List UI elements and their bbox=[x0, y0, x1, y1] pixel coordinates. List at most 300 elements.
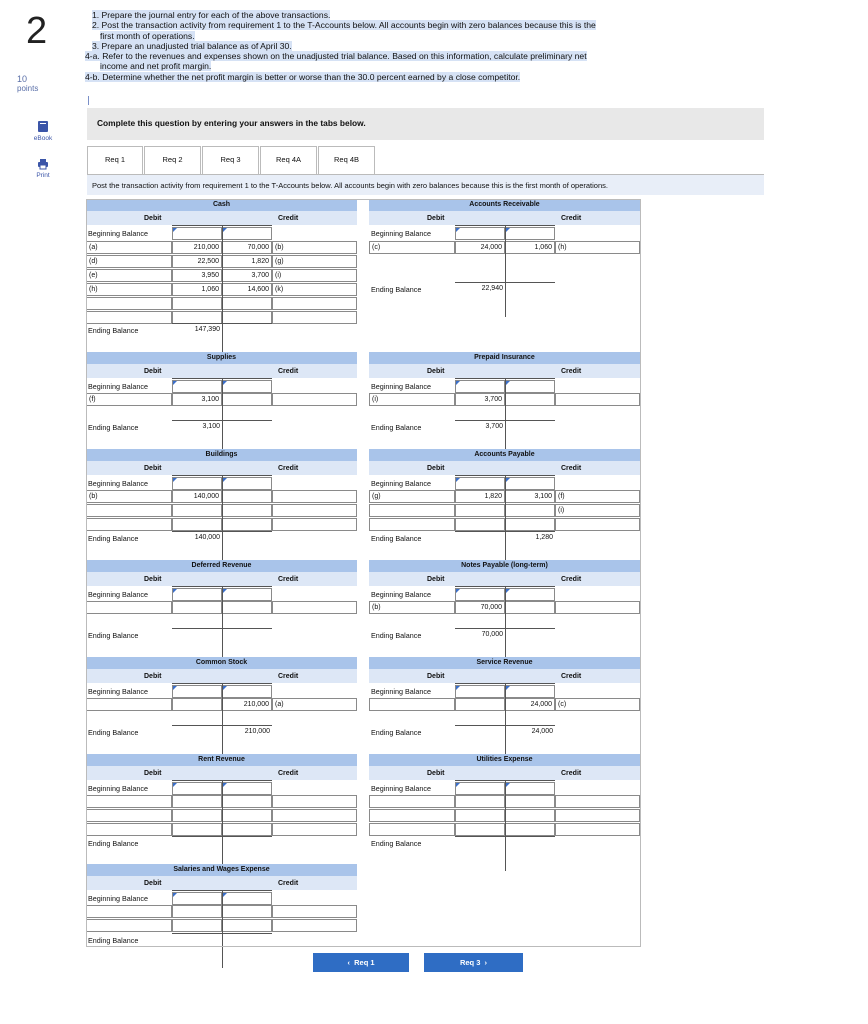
beginning-debit-input[interactable] bbox=[455, 588, 505, 601]
ending-rule bbox=[172, 531, 272, 532]
debit-ref-input[interactable]: (f) bbox=[86, 393, 172, 406]
credit-amount-input[interactable] bbox=[505, 823, 555, 836]
t-vertical-line bbox=[505, 475, 506, 566]
instruction-2-cont: first month of operations. bbox=[100, 30, 195, 41]
credit-amount-input[interactable] bbox=[222, 393, 272, 406]
beginning-balance-label: Beginning Balance bbox=[371, 687, 431, 696]
credit-amount-input[interactable] bbox=[505, 504, 555, 517]
ending-credit-value bbox=[505, 837, 555, 850]
points-value: 10 bbox=[17, 74, 28, 84]
complete-prompt-box bbox=[87, 108, 764, 140]
debit-header: Debit bbox=[427, 465, 445, 472]
t-account-common bbox=[86, 657, 357, 740]
beginning-balance-label: Beginning Balance bbox=[88, 382, 148, 391]
debit-ref-input[interactable] bbox=[86, 504, 172, 517]
instruction-4a-cont: income and net profit margin. bbox=[100, 61, 212, 72]
beginning-credit-input[interactable] bbox=[222, 588, 272, 601]
header-band bbox=[86, 766, 357, 780]
ending-debit-value: 3,100 bbox=[202, 423, 220, 430]
credit-amount-input[interactable] bbox=[505, 393, 555, 406]
beginning-credit-input[interactable] bbox=[222, 227, 272, 240]
credit-ref-input[interactable] bbox=[272, 809, 357, 822]
header-band bbox=[86, 876, 357, 890]
beginning-credit-input[interactable] bbox=[505, 685, 555, 698]
ending-rule bbox=[172, 420, 272, 421]
t-account-cash bbox=[86, 199, 357, 338]
debit-ref-input[interactable] bbox=[369, 518, 455, 531]
debit-amount-input[interactable] bbox=[455, 504, 505, 517]
beginning-balance-label: Beginning Balance bbox=[88, 894, 148, 903]
debit-header: Debit bbox=[427, 368, 445, 375]
credit-ref-input[interactable]: (i) bbox=[555, 504, 640, 517]
debit-amount-input[interactable]: 24,000 bbox=[455, 241, 505, 254]
debit-amount-input[interactable] bbox=[172, 823, 222, 836]
beginning-credit-input[interactable] bbox=[222, 685, 272, 698]
beginning-balance-label: Beginning Balance bbox=[371, 229, 431, 238]
account-title: Prepaid Insurance bbox=[369, 352, 640, 364]
beginning-balance-label: Beginning Balance bbox=[88, 479, 148, 488]
input-marker bbox=[456, 381, 460, 385]
credit-ref-input[interactable] bbox=[555, 795, 640, 808]
ending-balance-label: Ending Balance bbox=[88, 936, 139, 945]
debit-ref-input[interactable] bbox=[86, 809, 172, 822]
credit-amount-input[interactable]: 70,000 bbox=[222, 241, 272, 254]
credit-ref-input[interactable] bbox=[555, 809, 640, 822]
input-marker bbox=[506, 686, 510, 690]
debit-ref-input[interactable] bbox=[86, 311, 172, 324]
prev-req-label: Req 1 bbox=[354, 958, 375, 967]
input-marker bbox=[173, 381, 177, 385]
points-info bbox=[17, 75, 38, 93]
credit-ref-input[interactable] bbox=[555, 823, 640, 836]
debit-amount-input[interactable] bbox=[172, 504, 222, 517]
debit-amount-input[interactable] bbox=[172, 297, 222, 310]
beginning-balance-label: Beginning Balance bbox=[88, 687, 148, 696]
ending-rule bbox=[172, 933, 272, 934]
account-title: Salaries and Wages Expense bbox=[86, 864, 357, 876]
beginning-credit-input[interactable] bbox=[222, 892, 272, 905]
t-vertical-line bbox=[505, 780, 506, 871]
header-band bbox=[369, 766, 640, 780]
debit-header: Debit bbox=[144, 576, 162, 583]
credit-header: Credit bbox=[278, 673, 299, 680]
debit-ref-input[interactable] bbox=[369, 823, 455, 836]
credit-header: Credit bbox=[561, 368, 582, 375]
t-account-ar bbox=[369, 199, 640, 297]
ebook-label: eBook bbox=[33, 135, 53, 142]
debit-ref-input[interactable] bbox=[86, 795, 172, 808]
debit-ref-input[interactable] bbox=[86, 919, 172, 932]
credit-ref-input[interactable]: (i) bbox=[272, 269, 357, 282]
debit-amount-input[interactable]: 1,060 bbox=[172, 283, 222, 296]
credit-ref-input[interactable]: (a) bbox=[272, 698, 357, 711]
t-account-rent bbox=[86, 754, 357, 851]
account-title: Service Revenue bbox=[369, 657, 640, 669]
credit-amount-input[interactable] bbox=[222, 905, 272, 918]
input-marker bbox=[506, 589, 510, 593]
credit-amount-input[interactable]: 3,100 bbox=[505, 490, 555, 503]
credit-header: Credit bbox=[561, 770, 582, 777]
header-band bbox=[369, 364, 640, 378]
beginning-credit-input[interactable] bbox=[222, 380, 272, 393]
tab-req-3[interactable]: Req 3 bbox=[202, 146, 259, 174]
credit-amount-input[interactable] bbox=[222, 297, 272, 310]
t-vertical-line bbox=[222, 890, 223, 968]
beginning-debit-input[interactable] bbox=[455, 477, 505, 490]
debit-amount-input[interactable] bbox=[172, 919, 222, 932]
ending-credit-value bbox=[222, 421, 272, 434]
input-marker bbox=[456, 478, 460, 482]
credit-amount-input[interactable] bbox=[222, 518, 272, 531]
tab-req-1[interactable]: Req 1 bbox=[87, 146, 143, 174]
credit-ref-input[interactable]: (b) bbox=[272, 241, 357, 254]
credit-amount-input[interactable] bbox=[505, 601, 555, 614]
input-marker bbox=[223, 893, 227, 897]
ending-rule bbox=[455, 628, 555, 629]
credit-ref-input[interactable] bbox=[272, 919, 357, 932]
debit-amount-input[interactable]: 210,000 bbox=[172, 241, 222, 254]
chevron-right-icon: › bbox=[484, 958, 488, 967]
debit-ref-input[interactable]: (b) bbox=[369, 601, 455, 614]
header-band bbox=[369, 669, 640, 683]
beginning-credit-input[interactable] bbox=[505, 380, 555, 393]
header-band bbox=[86, 461, 357, 475]
credit-ref-input[interactable] bbox=[555, 601, 640, 614]
input-marker bbox=[223, 228, 227, 232]
credit-amount-input[interactable]: 1,060 bbox=[505, 241, 555, 254]
credit-amount-input[interactable] bbox=[222, 490, 272, 503]
ending-debit-value: 70,000 bbox=[481, 631, 503, 638]
credit-header: Credit bbox=[561, 576, 582, 583]
t-vertical-line bbox=[222, 225, 223, 358]
account-title: Deferred Revenue bbox=[86, 560, 357, 572]
ending-balance-label: Ending Balance bbox=[371, 839, 422, 848]
ending-balance-label: Ending Balance bbox=[88, 631, 139, 640]
ending-balance-label: Ending Balance bbox=[88, 839, 139, 848]
header-band bbox=[86, 669, 357, 683]
prev-req-button[interactable] bbox=[313, 953, 409, 972]
ending-balance-label: Ending Balance bbox=[88, 534, 139, 543]
beginning-debit-input[interactable] bbox=[172, 477, 222, 490]
credit-amount-input[interactable] bbox=[222, 809, 272, 822]
input-marker bbox=[506, 381, 510, 385]
credit-amount-input[interactable]: 3,700 bbox=[222, 269, 272, 282]
ending-rule bbox=[455, 420, 555, 421]
debit-ref-input[interactable]: (h) bbox=[86, 283, 172, 296]
ending-rule bbox=[172, 725, 272, 726]
beginning-debit-input[interactable] bbox=[455, 380, 505, 393]
credit-ref-input[interactable] bbox=[272, 823, 357, 836]
credit-header: Credit bbox=[561, 215, 582, 222]
beginning-debit-input[interactable] bbox=[172, 380, 222, 393]
input-marker bbox=[506, 228, 510, 232]
instruction-4a: 4-a. Refer to the revenues and expenses shown on the unadjusted trial balance. Based on this information, calculate preliminary net bbox=[85, 51, 587, 62]
debit-header: Debit bbox=[144, 880, 162, 887]
tab-req-4a[interactable]: Req 4A bbox=[260, 146, 317, 174]
input-marker bbox=[506, 783, 510, 787]
debit-amount-input[interactable] bbox=[172, 698, 222, 711]
t-account-ap bbox=[369, 449, 640, 546]
beginning-debit-input[interactable] bbox=[455, 685, 505, 698]
debit-ref-input[interactable] bbox=[369, 504, 455, 517]
credit-amount-input[interactable] bbox=[505, 518, 555, 531]
ending-debit-value: 3,700 bbox=[485, 423, 503, 430]
credit-amount-input[interactable] bbox=[222, 504, 272, 517]
debit-ref-input[interactable]: (b) bbox=[86, 490, 172, 503]
ebook-button[interactable] bbox=[20, 120, 66, 142]
beginning-balance-label: Beginning Balance bbox=[88, 229, 148, 238]
debit-amount-input[interactable]: 3,100 bbox=[172, 393, 222, 406]
ending-balance-label: Ending Balance bbox=[371, 631, 422, 640]
t-account-salaries bbox=[86, 864, 357, 948]
t-account-deferred bbox=[86, 560, 357, 643]
instructions bbox=[85, 10, 725, 82]
account-title: Accounts Payable bbox=[369, 449, 640, 461]
account-title: Utilities Expense bbox=[369, 754, 640, 766]
ending-balance-label: Ending Balance bbox=[88, 423, 139, 432]
credit-ref-input[interactable] bbox=[555, 518, 640, 531]
instruction-4b: 4-b. Determine whether the net profit margin is better or worse than the 30.0 percent earned by a close competitor. bbox=[85, 71, 521, 82]
ending-debit-value bbox=[172, 837, 222, 850]
beginning-credit-input[interactable] bbox=[505, 588, 555, 601]
beginning-debit-input[interactable] bbox=[172, 892, 222, 905]
beginning-debit-input[interactable] bbox=[455, 227, 505, 240]
ending-credit-value bbox=[505, 629, 555, 642]
instruction-2: 2. Post the transaction activity from requirement 1 to the T-Accounts below. All accounts begin with zero balances because this is the bbox=[92, 20, 596, 31]
t-vertical-line bbox=[505, 683, 506, 760]
instruction-3: 3. Prepare an unadjusted trial balance as of April 30. bbox=[92, 40, 292, 51]
debit-header: Debit bbox=[427, 215, 445, 222]
debit-amount-input[interactable] bbox=[455, 518, 505, 531]
debit-amount-input[interactable]: 22,500 bbox=[172, 255, 222, 268]
debit-ref-input[interactable]: (e) bbox=[86, 269, 172, 282]
credit-ref-input[interactable]: (c) bbox=[555, 698, 640, 711]
credit-ref-input[interactable] bbox=[272, 518, 357, 531]
ending-rule bbox=[172, 836, 272, 837]
beginning-debit-input[interactable] bbox=[172, 782, 222, 795]
credit-header: Credit bbox=[278, 215, 299, 222]
input-marker bbox=[173, 893, 177, 897]
debit-header: Debit bbox=[427, 770, 445, 777]
credit-ref-input[interactable]: (g) bbox=[272, 255, 357, 268]
credit-header: Credit bbox=[278, 368, 299, 375]
beginning-debit-input[interactable] bbox=[455, 782, 505, 795]
input-marker bbox=[173, 783, 177, 787]
debit-header: Debit bbox=[144, 770, 162, 777]
print-button[interactable] bbox=[20, 158, 66, 179]
debit-amount-input[interactable] bbox=[455, 698, 505, 711]
credit-ref-input[interactable] bbox=[272, 795, 357, 808]
question-number: 2 bbox=[26, 10, 48, 52]
ending-credit-value bbox=[505, 421, 555, 434]
debit-ref-input[interactable]: (i) bbox=[369, 393, 455, 406]
beginning-debit-input[interactable] bbox=[172, 588, 222, 601]
ending-debit-value: 22,940 bbox=[481, 285, 503, 292]
input-marker bbox=[223, 783, 227, 787]
t-account-notes bbox=[369, 560, 640, 643]
input-marker bbox=[173, 589, 177, 593]
ending-credit-value bbox=[222, 934, 272, 947]
input-marker bbox=[456, 589, 460, 593]
debit-ref-input[interactable] bbox=[86, 698, 172, 711]
print-label: Print bbox=[36, 172, 50, 179]
t-account-utilities bbox=[369, 754, 640, 851]
instruction-1: 1. Prepare the journal entry for each of the above transactions. bbox=[92, 10, 331, 20]
printer-icon bbox=[37, 158, 49, 170]
credit-amount-input[interactable] bbox=[222, 795, 272, 808]
debit-ref-input[interactable]: (g) bbox=[369, 490, 455, 503]
ending-balance-label: Ending Balance bbox=[371, 423, 422, 432]
t-account-buildings bbox=[86, 449, 357, 546]
debit-ref-input[interactable] bbox=[369, 809, 455, 822]
debit-header: Debit bbox=[144, 215, 162, 222]
credit-amount-input[interactable] bbox=[222, 601, 272, 614]
debit-amount-input[interactable] bbox=[172, 601, 222, 614]
debit-amount-input[interactable]: 140,000 bbox=[172, 490, 222, 503]
ending-credit-value: 24,000 bbox=[531, 728, 553, 735]
debit-ref-input[interactable] bbox=[86, 601, 172, 614]
beginning-balance-label: Beginning Balance bbox=[88, 784, 148, 793]
ending-debit-value bbox=[172, 726, 222, 739]
credit-amount-input[interactable] bbox=[505, 809, 555, 822]
account-title: Supplies bbox=[86, 352, 357, 364]
credit-header: Credit bbox=[278, 465, 299, 472]
header-band bbox=[369, 211, 640, 225]
next-req-button[interactable] bbox=[424, 953, 523, 972]
input-marker bbox=[223, 381, 227, 385]
credit-ref-input[interactable] bbox=[272, 504, 357, 517]
account-title: Buildings bbox=[86, 449, 357, 461]
credit-amount-input[interactable]: 1,820 bbox=[222, 255, 272, 268]
beginning-credit-input[interactable] bbox=[222, 782, 272, 795]
credit-ref-input[interactable] bbox=[272, 490, 357, 503]
debit-amount-input[interactable] bbox=[455, 823, 505, 836]
ending-rule bbox=[172, 628, 272, 629]
t-vertical-line bbox=[222, 586, 223, 663]
debit-ref-input[interactable]: (d) bbox=[86, 255, 172, 268]
book-icon bbox=[37, 120, 49, 133]
t-vertical-line bbox=[222, 475, 223, 566]
tab-req-4b[interactable]: Req 4B bbox=[318, 146, 375, 174]
credit-ref-input[interactable] bbox=[272, 311, 357, 324]
header-band bbox=[86, 572, 357, 586]
complete-prompt: Complete this question by entering your answers in the tabs below. bbox=[97, 118, 366, 128]
t-vertical-line bbox=[222, 683, 223, 760]
debit-amount-input[interactable] bbox=[172, 809, 222, 822]
debit-ref-input[interactable] bbox=[86, 518, 172, 531]
credit-header: Credit bbox=[278, 576, 299, 583]
t-account-supplies bbox=[86, 352, 357, 435]
ending-credit-value bbox=[505, 283, 555, 296]
credit-amount-input[interactable] bbox=[222, 919, 272, 932]
ending-rule bbox=[455, 282, 555, 283]
credit-ref-input[interactable] bbox=[272, 905, 357, 918]
ending-balance-label: Ending Balance bbox=[371, 285, 422, 294]
ending-rule bbox=[455, 725, 555, 726]
credit-amount-input[interactable]: 210,000 bbox=[222, 698, 272, 711]
t-account-service bbox=[369, 657, 640, 740]
credit-amount-input[interactable]: 24,000 bbox=[505, 698, 555, 711]
beginning-credit-input[interactable] bbox=[222, 477, 272, 490]
ending-debit-value: 140,000 bbox=[194, 534, 220, 541]
ending-debit-value: 147,390 bbox=[194, 326, 220, 333]
credit-amount-input[interactable]: 14,600 bbox=[222, 283, 272, 296]
debit-ref-input[interactable] bbox=[86, 297, 172, 310]
beginning-credit-input[interactable] bbox=[505, 782, 555, 795]
debit-amount-input[interactable] bbox=[172, 795, 222, 808]
debit-header: Debit bbox=[144, 673, 162, 680]
input-marker bbox=[223, 589, 227, 593]
ending-credit-value bbox=[222, 837, 272, 850]
ending-balance-label: Ending Balance bbox=[371, 534, 422, 543]
debit-amount-input[interactable]: 70,000 bbox=[455, 601, 505, 614]
credit-amount-input[interactable] bbox=[222, 823, 272, 836]
input-marker bbox=[173, 228, 177, 232]
debit-ref-input[interactable]: (c) bbox=[369, 241, 455, 254]
account-title: Common Stock bbox=[86, 657, 357, 669]
ending-rule bbox=[455, 836, 555, 837]
credit-ref-input[interactable] bbox=[555, 393, 640, 406]
credit-amount-input[interactable] bbox=[505, 795, 555, 808]
debit-amount-input[interactable] bbox=[455, 809, 505, 822]
instruction-banner: Post the transaction activity from requirement 1 to the T-Accounts below. All accounts begin with zero balances because this is the first month of operations. bbox=[87, 174, 764, 195]
beginning-balance-label: Beginning Balance bbox=[88, 590, 148, 599]
debit-amount-input[interactable]: 3,700 bbox=[455, 393, 505, 406]
input-marker bbox=[173, 686, 177, 690]
beginning-debit-input[interactable] bbox=[172, 227, 222, 240]
debit-ref-input[interactable] bbox=[86, 905, 172, 918]
debit-ref-input[interactable] bbox=[86, 823, 172, 836]
debit-amount-input[interactable] bbox=[172, 905, 222, 918]
ending-balance-label: Ending Balance bbox=[371, 728, 422, 737]
debit-amount-input[interactable]: 1,820 bbox=[455, 490, 505, 503]
debit-header: Debit bbox=[427, 673, 445, 680]
credit-ref-input[interactable] bbox=[272, 601, 357, 614]
debit-header: Debit bbox=[144, 368, 162, 375]
t-vertical-line bbox=[505, 378, 506, 455]
credit-header: Credit bbox=[561, 673, 582, 680]
input-marker bbox=[456, 783, 460, 787]
ending-credit-value bbox=[222, 629, 272, 642]
debit-header: Debit bbox=[144, 465, 162, 472]
credit-ref-input[interactable]: (f) bbox=[555, 490, 640, 503]
beginning-debit-input[interactable] bbox=[172, 685, 222, 698]
input-marker bbox=[456, 686, 460, 690]
debit-amount-input[interactable] bbox=[455, 795, 505, 808]
credit-ref-input[interactable] bbox=[272, 393, 357, 406]
credit-header: Credit bbox=[278, 770, 299, 777]
debit-ref-input[interactable] bbox=[369, 698, 455, 711]
tab-req-2[interactable]: Req 2 bbox=[144, 146, 201, 174]
debit-amount-input[interactable]: 3,950 bbox=[172, 269, 222, 282]
beginning-credit-input[interactable] bbox=[505, 477, 555, 490]
debit-ref-input[interactable]: (a) bbox=[86, 241, 172, 254]
ending-credit-value: 210,000 bbox=[244, 728, 270, 735]
debit-amount-input[interactable] bbox=[172, 518, 222, 531]
credit-header: Credit bbox=[561, 465, 582, 472]
account-title: Rent Revenue bbox=[86, 754, 357, 766]
beginning-credit-input[interactable] bbox=[505, 227, 555, 240]
ending-debit-value bbox=[455, 532, 505, 545]
credit-ref-input[interactable]: (h) bbox=[555, 241, 640, 254]
t-vertical-line bbox=[222, 780, 223, 871]
header-band bbox=[86, 364, 357, 378]
debit-ref-input[interactable] bbox=[369, 795, 455, 808]
t-vertical-line bbox=[222, 378, 223, 455]
header-band bbox=[86, 211, 357, 225]
credit-ref-input[interactable] bbox=[272, 297, 357, 310]
credit-ref-input[interactable]: (k) bbox=[272, 283, 357, 296]
